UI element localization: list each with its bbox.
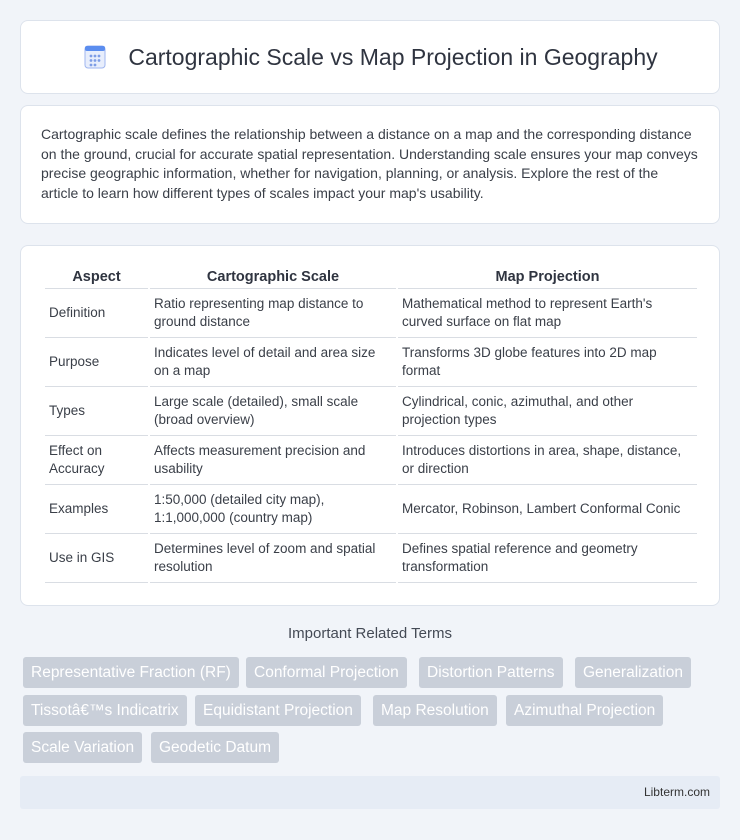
tag-distortion-patterns[interactable]: Distortion Patterns [419,657,563,688]
row-projection: Introduces distortions in area, shape, distance, or direction [398,436,697,485]
header-card [20,20,720,94]
header-cartographic-scale: Cartographic Scale [150,266,396,289]
row-scale: Affects measurement precision and usability [150,436,396,485]
table-row [45,485,697,534]
intro-card [20,105,720,224]
table-row [45,436,697,485]
table-row [45,338,697,387]
row-aspect: Effect on Accuracy [45,436,148,485]
row-projection: Cylindrical, conic, azimuthal, and other projection types [398,387,697,436]
row-aspect: Purpose [45,338,148,387]
tag-tissots-indicatrix[interactable]: Tissotâ€™s Indicatrix [23,695,187,726]
row-aspect: Types [45,387,148,436]
related-terms-title: Important Related Terms [288,625,452,642]
row-aspect: Examples [45,485,148,534]
header-map-projection: Map Projection [398,266,697,289]
tag-representative-fraction[interactable]: Representative Fraction (RF) [23,657,239,688]
tag-scale-variation[interactable]: Scale Variation [23,732,142,763]
page-title: Cartographic Scale vs Map Projection in Geography [128,43,658,70]
row-scale: Determines level of zoom and spatial resolution [150,534,396,583]
row-scale: 1:50,000 (detailed city map), 1:1,000,000 (country map) [150,485,396,534]
comparison-table-card [20,245,720,606]
document-icon [82,44,108,70]
intro-text: Cartographic scale defines the relationship between a distance on a map and the corresponding distance on the ground, crucial for accurate spatial representation. Understanding scale ensures your map conveys precise geographic information, whether for navigation, planning, or analysis. Explore the rest of the article to learn how different types of scales impact your map's usability. [41,126,698,201]
tag-map-resolution[interactable]: Map Resolution [373,695,497,726]
tag-equidistant-projection[interactable]: Equidistant Projection [195,695,361,726]
row-projection: Transforms 3D globe features into 2D map format [398,338,697,387]
row-projection: Mercator, Robinson, Lambert Conformal Conic [398,485,697,534]
row-projection: Defines spatial reference and geometry transformation [398,534,697,583]
table-row [45,534,697,583]
tag-generalization[interactable]: Generalization [575,657,691,688]
row-scale: Indicates level of detail and area size on a map [150,338,396,387]
tag-conformal-projection[interactable]: Conformal Projection [246,657,407,688]
table-header-row [45,266,697,289]
header-aspect: Aspect [45,266,148,289]
table-row [45,387,697,436]
row-aspect: Use in GIS [45,534,148,583]
row-scale: Ratio representing map distance to ground distance [150,289,396,338]
comparison-table [43,266,699,583]
tag-azimuthal-projection[interactable]: Azimuthal Projection [506,695,663,726]
table-row [45,289,697,338]
footer [20,776,720,809]
row-projection: Mathematical method to represent Earth's curved surface on flat map [398,289,697,338]
footer-site-link[interactable]: Libterm.com [643,785,710,799]
tag-geodetic-datum[interactable]: Geodetic Datum [151,732,279,763]
row-scale: Large scale (detailed), small scale (broad overview) [150,387,396,436]
row-aspect: Definition [45,289,148,338]
